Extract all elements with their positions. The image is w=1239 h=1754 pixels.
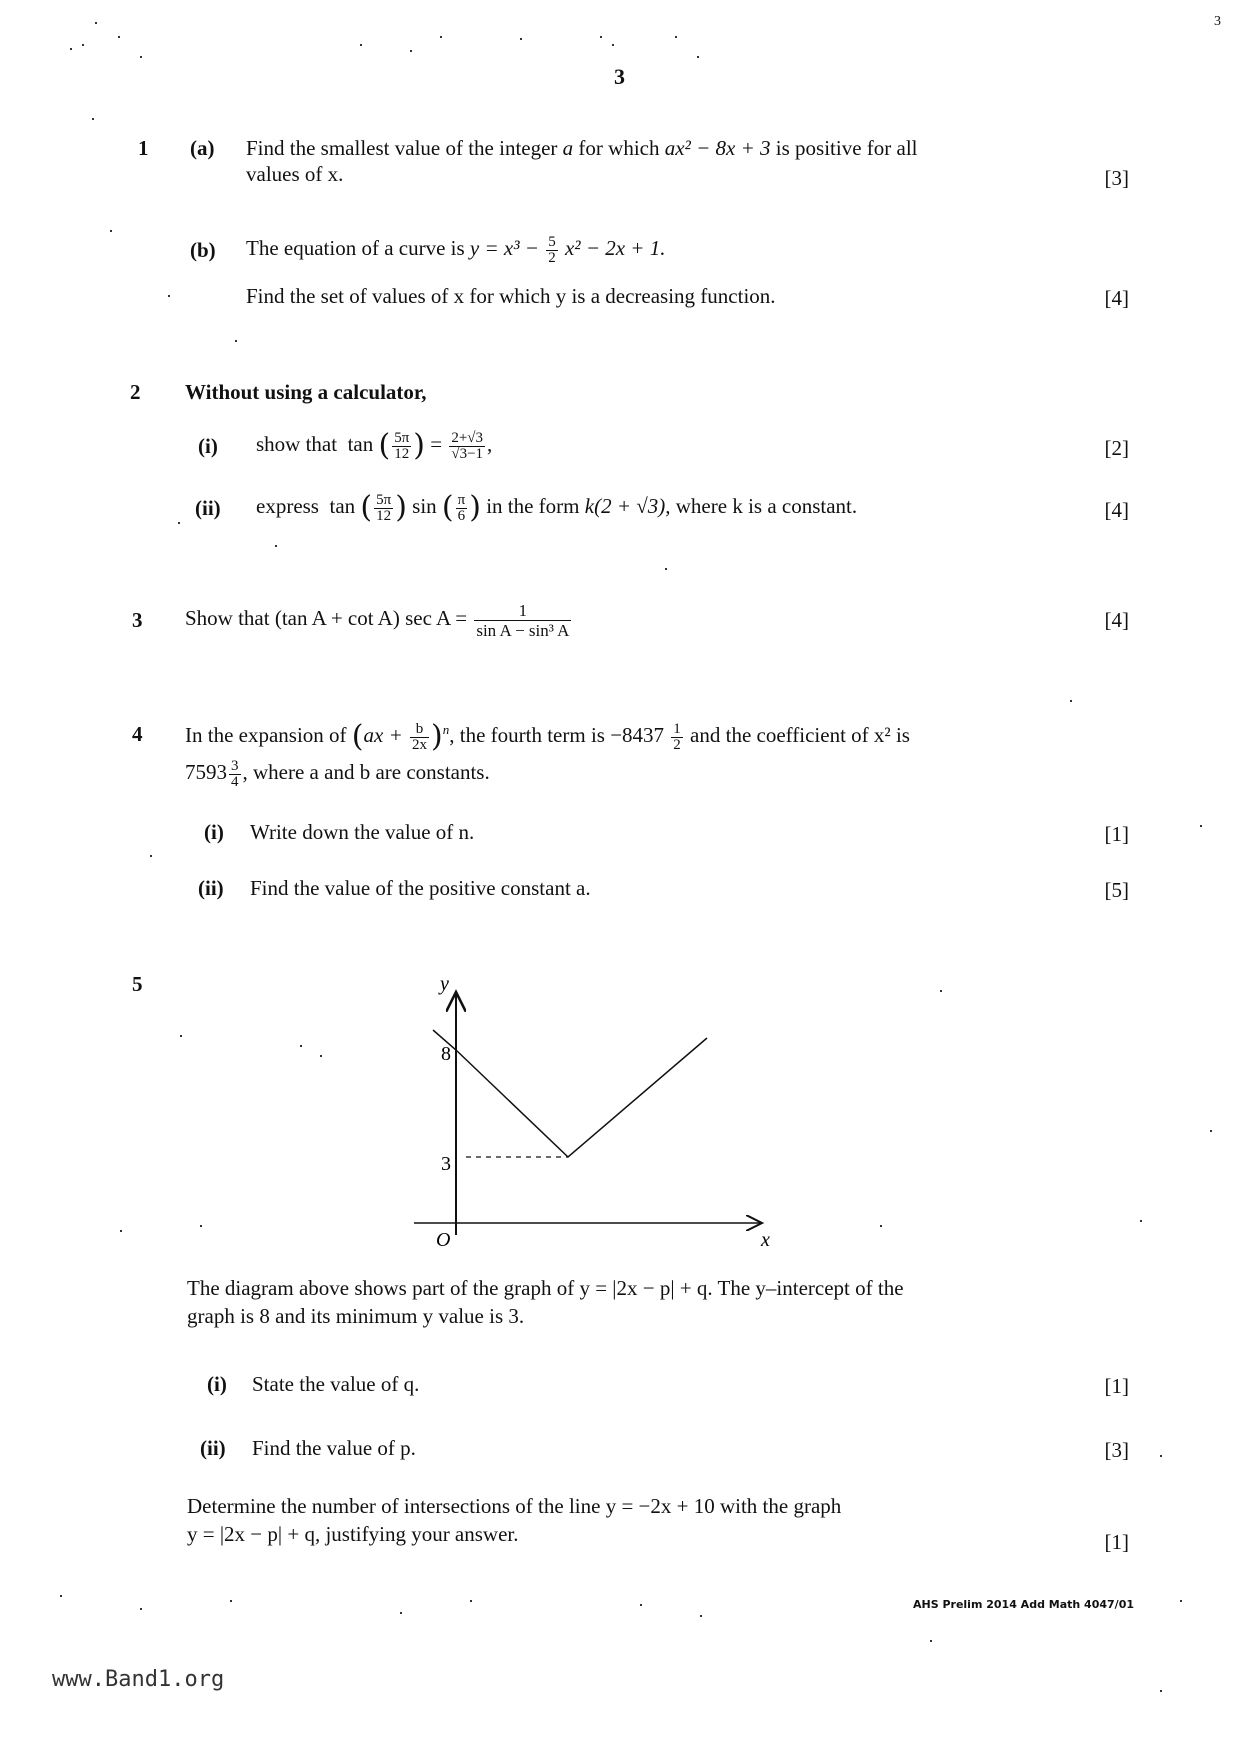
question-text: In the expansion of (ax + $\frac{b}{2x}$ )$^n$, the fourth term is −8437 $\frac{1}{2}$ and the coefficient of x² is — [185, 719, 910, 755]
part-label: (ii) — [195, 496, 221, 520]
marks: [1] — [1104, 1374, 1129, 1398]
question-text: State the value of q. — [252, 1372, 420, 1396]
part-label: (i) — [204, 820, 224, 844]
marks: [3] — [1104, 166, 1129, 190]
question-text-line2: Find the set of values of x for which y is a decreasing function. — [246, 284, 776, 308]
x-axis-label: x — [761, 1229, 770, 1251]
marks: [5] — [1104, 878, 1129, 902]
origin-label: O — [436, 1229, 451, 1251]
final-question-line2: y = |2x − p| + q, justifying your answer. — [187, 1522, 519, 1546]
question-text: The equation of a curve is y = x³ − $\frac{5}{2}$ x² − 2x + 1. — [246, 233, 666, 266]
question-text: show that tan ( $\frac{5\pi}{12}$ ) = $\frac{2+√3}{√3-1}$ , — [256, 428, 493, 464]
question-text: express tan ( $\frac{5\pi}{12}$ ) sin ( $\frac{\pi}{6}$ ) in the form k(2 + √3), where k is a constant. — [256, 490, 858, 526]
marks: [1] — [1104, 1530, 1129, 1554]
paper-code-footer: AHS Prelim 2014 Add Math 4047/01 — [912, 1598, 1134, 1611]
page-number: 3 — [614, 64, 625, 89]
question-number: 2 — [130, 380, 141, 404]
y-intercept-label: 8 — [441, 1043, 451, 1065]
question-text-line2: values of x. — [246, 162, 344, 186]
question-text-line2: 7593 $\frac{3}{4}$ , where a and b are constants. — [185, 757, 490, 790]
marks: [1] — [1104, 822, 1129, 846]
question-text: Find the smallest value of the integer a for which ax² − 8x + 3 is positive for all — [246, 136, 918, 160]
graph-diagram — [380, 950, 780, 1260]
question-number: 1 — [138, 136, 149, 160]
marks: [2] — [1104, 436, 1129, 460]
final-question: Determine the number of intersections of the line y = −2x + 10 with the graph — [187, 1494, 842, 1518]
graph-line — [433, 1030, 707, 1157]
marks: [4] — [1104, 608, 1129, 632]
part-label: (i) — [198, 434, 218, 458]
watermark: www.Band1.org — [52, 1667, 225, 1692]
part-label: (a) — [190, 136, 215, 160]
y-axis-label: y — [440, 973, 449, 995]
corner-page-mark: 3 — [1214, 14, 1221, 29]
question-stem: The diagram above shows part of the graph of y = |2x − p| + q. The y–intercept of the — [187, 1276, 904, 1300]
part-label: (ii) — [198, 876, 224, 900]
marks: [4] — [1104, 498, 1129, 522]
marks: [4] — [1104, 286, 1129, 310]
minimum-label: 3 — [441, 1153, 451, 1175]
question-number: 5 — [132, 972, 143, 996]
part-label: (i) — [207, 1372, 227, 1396]
question-text: Show that (tan A + cot A) sec A = $\frac{1}{\text{sin A − sin³ A}}$ — [185, 600, 570, 640]
question-number: 3 — [132, 608, 143, 632]
question-stem-line2: graph is 8 and its minimum y value is 3. — [187, 1304, 525, 1328]
question-stem: Without using a calculator, — [185, 380, 427, 404]
question-number: 4 — [132, 722, 143, 746]
part-label: (ii) — [200, 1436, 226, 1460]
question-text: Find the value of the positive constant a. — [250, 876, 591, 900]
question-text: Write down the value of n. — [250, 820, 475, 844]
part-label: (b) — [190, 238, 216, 262]
marks: [3] — [1104, 1438, 1129, 1462]
question-text: Find the value of p. — [252, 1436, 416, 1460]
